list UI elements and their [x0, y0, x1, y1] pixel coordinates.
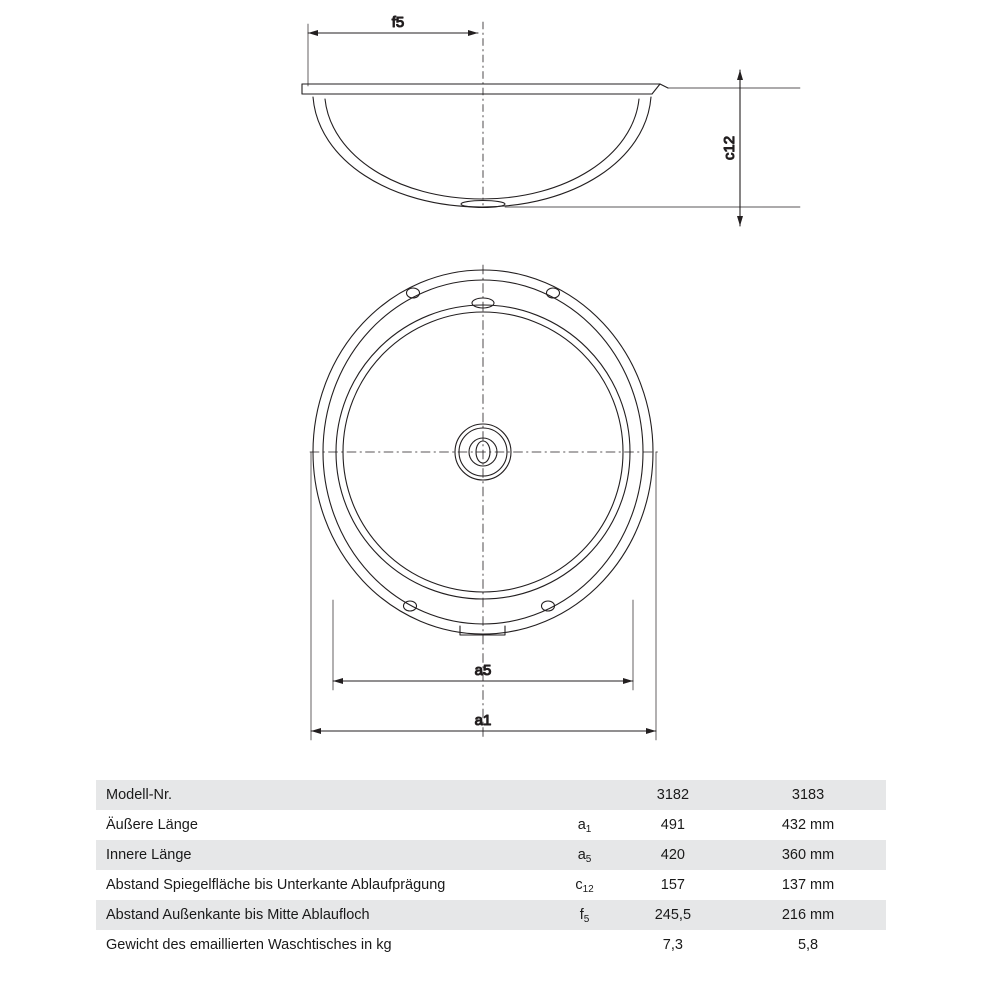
row-value-3182: 7,3 [662, 937, 683, 953]
row-symbol-sub: 5 [583, 914, 590, 925]
row-value-3183: 5,8 [797, 937, 819, 953]
row-symbol-sub: 1 [585, 824, 592, 835]
row-value-3183: 137 mm [781, 877, 835, 893]
table-row [96, 840, 886, 870]
header-model-3182: 3182 [656, 787, 690, 803]
dimension-label-f5: f5 [391, 14, 405, 31]
header-symbol [553, 780, 615, 810]
row-value-3182: 491 [660, 817, 685, 833]
row-label: Gewicht des emaillierten Waschtisches in kg [106, 937, 392, 953]
row-value-3183: 360 mm [781, 847, 835, 863]
row-symbol [553, 900, 615, 930]
row-symbol [553, 810, 615, 840]
row-value-3183: 432 mm [781, 817, 835, 833]
row-value-3182: 245,5 [654, 907, 692, 923]
dimension-label-a5: a5 [474, 662, 492, 679]
row-symbol [553, 930, 615, 960]
side-section-view [302, 22, 668, 208]
dimension-a5 [333, 600, 633, 690]
row-label: Innere Länge [106, 847, 192, 863]
header-model-3183: 3183 [791, 787, 825, 803]
row-value-3182: 157 [660, 877, 685, 893]
row-symbol-letter: a [577, 847, 586, 863]
table-row [96, 930, 886, 960]
table-row [96, 810, 886, 840]
dimension-label-c12: c12 [721, 135, 738, 161]
row-symbol-letter: c [575, 877, 583, 893]
dimension-a1 [311, 452, 656, 740]
row-label: Abstand Spiegelfläche bis Unterkante Ablaufprägung [106, 877, 446, 893]
header-model-no: Modell-Nr. [106, 787, 173, 803]
dimension-label-a1: a1 [474, 712, 492, 729]
row-label: Abstand Außenkante bis Mitte Ablaufloch [106, 907, 370, 923]
table-row [96, 870, 886, 900]
row-symbol-letter: a [577, 817, 586, 833]
row-symbol-letter: f [579, 907, 584, 923]
row-symbol [553, 840, 615, 870]
table-header-row [96, 780, 886, 810]
dimension-f5 [308, 14, 478, 86]
row-value-3182: 420 [660, 847, 685, 863]
row-symbol-sub: 12 [582, 884, 594, 895]
table-row [96, 900, 886, 930]
row-value-3183: 216 mm [781, 907, 835, 923]
specification-table [96, 780, 886, 960]
row-label: Äußere Länge [106, 817, 198, 833]
row-symbol-sub: 5 [585, 854, 592, 865]
row-symbol [553, 870, 615, 900]
